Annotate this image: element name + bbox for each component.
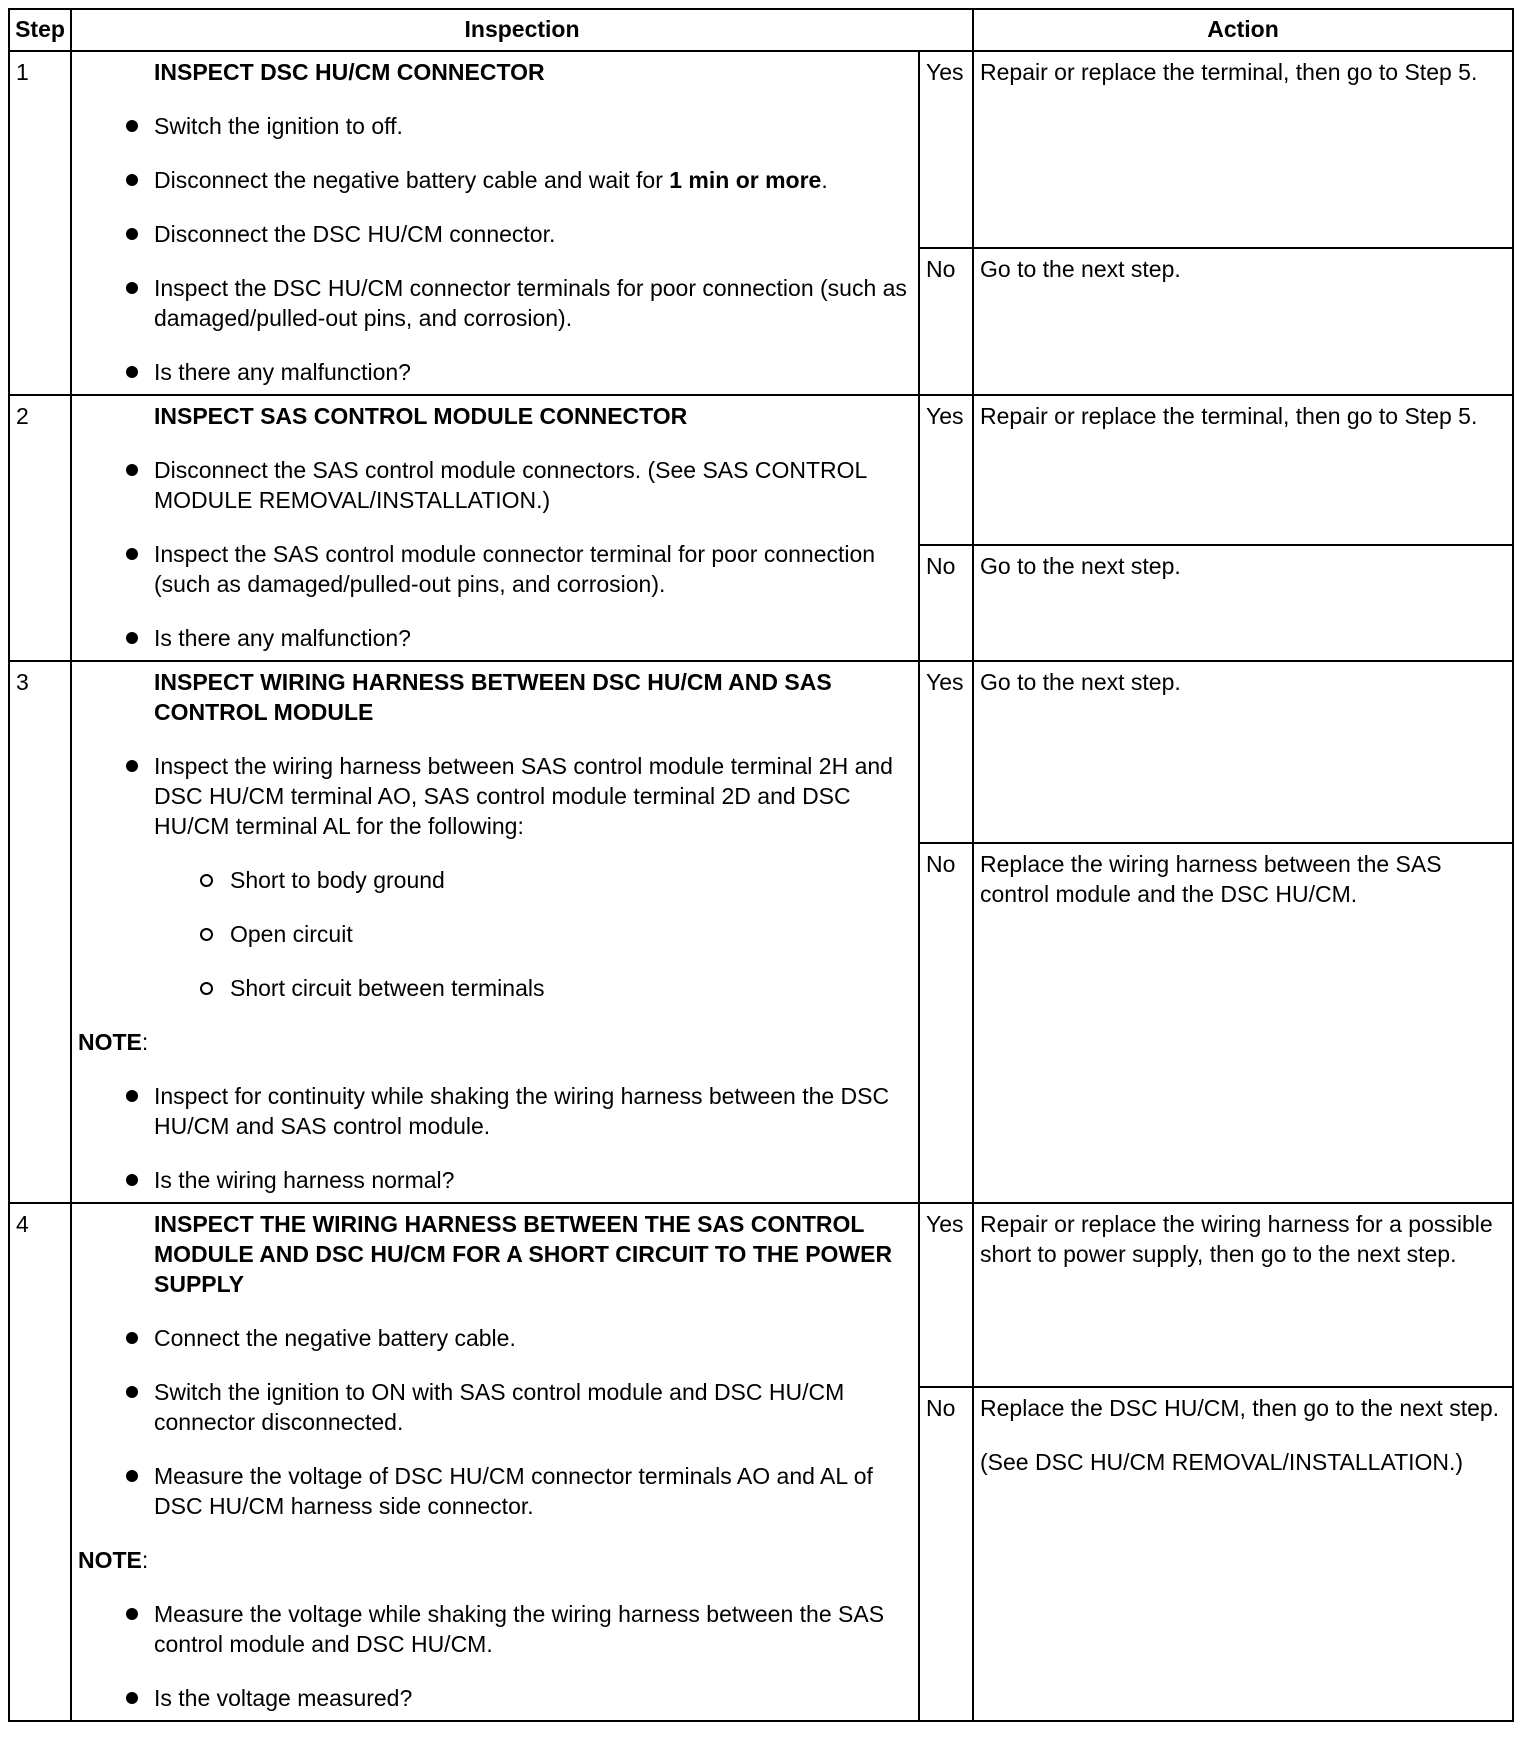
- note-label: NOTE:: [78, 1029, 149, 1055]
- bullet-icon: [126, 120, 138, 132]
- list-item: Disconnect the DSC HU/CM connector.: [78, 219, 912, 249]
- list-item: Is there any malfunction?: [78, 623, 912, 653]
- bullet-icon: [126, 1332, 138, 1344]
- yes-action: Repair or replace the wiring harness for a possible short to power supply, then go to the next step.: [973, 1203, 1513, 1387]
- no-action: Go to the next step.: [973, 248, 1513, 395]
- yes-action: Go to the next step.: [973, 661, 1513, 843]
- table-row: [9, 661, 1513, 843]
- list-item: Measure the voltage of DSC HU/CM connector terminals AO and AL of DSC HU/CM harness side connector.: [78, 1461, 912, 1521]
- bullet-icon: [126, 1386, 138, 1398]
- bullet-icon: [126, 632, 138, 644]
- no-label: No: [919, 545, 973, 661]
- list-item: Disconnect the negative battery cable and wait for 1 min or more.: [78, 165, 912, 195]
- note-label: NOTE:: [78, 1547, 149, 1573]
- bullet-icon: [126, 174, 138, 186]
- list-item: Inspect the SAS control module connector terminal for poor connection (such as damaged/pulled-out pins, and corrosion).: [78, 539, 912, 599]
- bullet-list: [78, 1081, 912, 1195]
- list-item: Disconnect the SAS control module connectors. (See SAS CONTROL MODULE REMOVAL/INSTALLATION.): [78, 455, 912, 515]
- list-item: Switch the ignition to ON with SAS control module and DSC HU/CM connector disconnected.: [78, 1377, 912, 1437]
- circle-bullet-icon: [200, 874, 213, 887]
- step-title: INSPECT SAS CONTROL MODULE CONNECTOR: [154, 403, 688, 429]
- emphasis-text: 1 min or more: [669, 167, 822, 193]
- circle-bullet-icon: [200, 982, 213, 995]
- bullet-list: [78, 1323, 912, 1521]
- bullet-icon: [126, 366, 138, 378]
- circle-bullet-icon: [200, 928, 213, 941]
- list-item: Switch the ignition to off.: [78, 111, 912, 141]
- bullet-list: [78, 751, 912, 841]
- bullet-icon: [126, 1470, 138, 1482]
- list-item: Inspect the DSC HU/CM connector terminals for poor connection (such as damaged/pulled-out pins, and corrosion).: [78, 273, 912, 333]
- inspection-cell: [71, 395, 919, 661]
- bullet-icon: [126, 1090, 138, 1102]
- sub-list-item: Open circuit: [78, 919, 912, 949]
- bullet-icon: [126, 548, 138, 560]
- bullet-icon: [126, 282, 138, 294]
- header-inspection: Inspection: [71, 9, 973, 51]
- table-row: [9, 395, 1513, 545]
- bullet-icon: [126, 1608, 138, 1620]
- yes-label: Yes: [919, 1203, 973, 1387]
- list-item: Is there any malfunction?: [78, 357, 912, 387]
- no-label: No: [919, 1387, 973, 1721]
- bullet-icon: [126, 1174, 138, 1186]
- no-action: Replace the DSC HU/CM, then go to the next step.: [980, 1395, 1500, 1421]
- header-step: Step: [9, 9, 71, 51]
- bullet-icon: [126, 464, 138, 476]
- list-item: Inspect the wiring harness between SAS control module terminal 2H and DSC HU/CM terminal AO, SAS control module terminal 2D and DSC HU/CM terminal AL for the following:: [78, 751, 912, 841]
- step-title: INSPECT WIRING HARNESS BETWEEN DSC HU/CM AND SAS CONTROL MODULE: [154, 669, 832, 725]
- inspection-cell: [71, 1203, 919, 1721]
- step-title: INSPECT THE WIRING HARNESS BETWEEN THE SAS CONTROL MODULE AND DSC HU/CM FOR A SHORT CIRCUIT TO THE POWER SUPPLY: [154, 1211, 893, 1297]
- step-number: 2: [9, 395, 71, 661]
- step-number: 1: [9, 51, 71, 395]
- list-item: Inspect for continuity while shaking the wiring harness between the DSC HU/CM and SAS control module.: [78, 1081, 912, 1141]
- yes-action: Repair or replace the terminal, then go to Step 5.: [973, 51, 1513, 248]
- bullet-icon: [126, 760, 138, 772]
- no-action-reference: (See DSC HU/CM REMOVAL/INSTALLATION.): [980, 1449, 1464, 1475]
- bullet-list: [78, 111, 912, 387]
- no-action: Go to the next step.: [973, 545, 1513, 661]
- inspection-cell: [71, 51, 919, 395]
- list-item: Is the wiring harness normal?: [78, 1165, 912, 1195]
- sub-list-item: Short circuit between terminals: [78, 973, 912, 1003]
- list-item: Is the voltage measured?: [78, 1683, 912, 1713]
- sub-list: [78, 865, 912, 1003]
- table-row: [9, 51, 1513, 248]
- step-number: 3: [9, 661, 71, 1203]
- no-label: No: [919, 248, 973, 395]
- no-action-cell: [973, 1387, 1513, 1721]
- yes-label: Yes: [919, 395, 973, 545]
- table-row: [9, 1203, 1513, 1387]
- step-title: INSPECT DSC HU/CM CONNECTOR: [154, 59, 545, 85]
- inspection-cell: [71, 661, 919, 1203]
- yes-label: Yes: [919, 661, 973, 843]
- bullet-icon: [126, 228, 138, 240]
- list-item: Connect the negative battery cable.: [78, 1323, 912, 1353]
- yes-label: Yes: [919, 51, 973, 248]
- list-item: Measure the voltage while shaking the wiring harness between the SAS control module and DSC HU/CM.: [78, 1599, 912, 1659]
- bullet-list: [78, 455, 912, 653]
- sub-list-item: Short to body ground: [78, 865, 912, 895]
- step-number: 4: [9, 1203, 71, 1721]
- no-action: Replace the wiring harness between the SAS control module and the DSC HU/CM.: [973, 843, 1513, 1203]
- header-action: Action: [973, 9, 1513, 51]
- yes-action: Repair or replace the terminal, then go to Step 5.: [973, 395, 1513, 545]
- bullet-icon: [126, 1692, 138, 1704]
- diagnostic-procedure-table: [8, 8, 1514, 1722]
- bullet-list: [78, 1599, 912, 1713]
- no-label: No: [919, 843, 973, 1203]
- table-header-row: [9, 9, 1513, 51]
